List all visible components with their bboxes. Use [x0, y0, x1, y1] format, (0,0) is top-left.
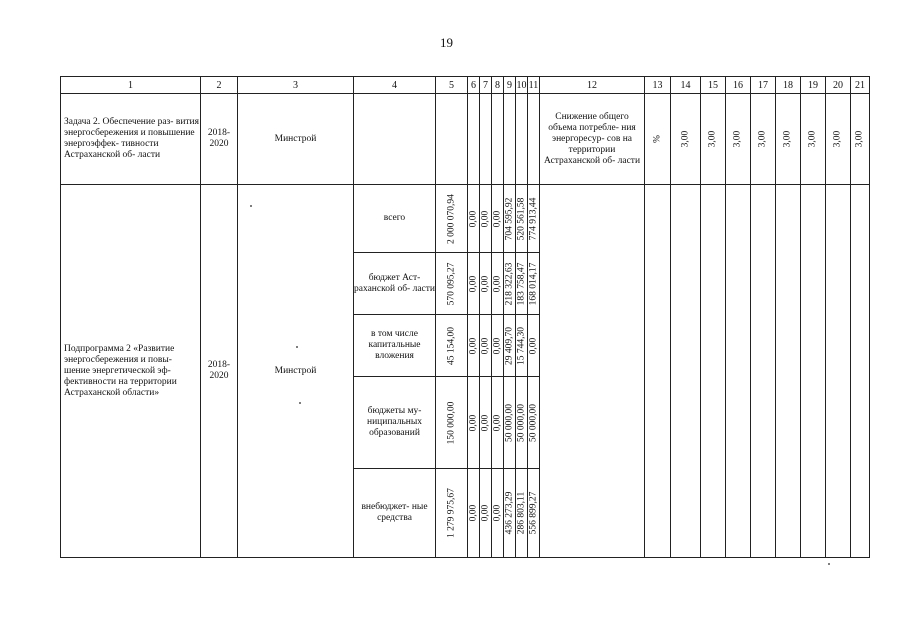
subprogram-executor: Минстрой — [238, 185, 354, 558]
vertical-text-wrapper — [851, 94, 869, 184]
amount-cell — [492, 377, 504, 469]
amount-cell — [468, 253, 480, 315]
amount-value: 29 409,70 — [504, 326, 514, 365]
task-years: 2018- 2020 — [201, 94, 238, 185]
scan-speck — [828, 563, 830, 565]
vertical-text-wrapper — [468, 377, 479, 468]
subprogram-years: 2018- 2020 — [201, 185, 238, 558]
amount-value: 0,00 — [468, 414, 478, 431]
header-cell: 12 — [540, 77, 645, 94]
vertical-text-wrapper — [516, 185, 527, 252]
amount-value: 0,00 — [468, 210, 478, 227]
empty-cell — [492, 94, 504, 185]
task-unit: % — [652, 135, 662, 143]
amount-cell — [480, 315, 492, 377]
vertical-text-wrapper — [504, 469, 515, 557]
amount-value: 436 273,29 — [504, 491, 514, 535]
empty-cell — [516, 94, 528, 185]
header-cell: 7 — [480, 77, 492, 94]
amount-value: 0,00 — [492, 504, 502, 522]
amount-value: 50 000,00 — [528, 403, 538, 442]
vertical-text-wrapper — [480, 315, 491, 376]
header-cell: 5 — [436, 77, 468, 94]
header-cell: 8 — [492, 77, 504, 94]
vertical-text-wrapper — [504, 185, 515, 252]
header-cell: 18 — [776, 77, 801, 94]
header-cell: 11 — [528, 77, 540, 94]
amount-value: 0,00 — [492, 275, 502, 292]
amount-cell — [516, 185, 528, 253]
vertical-text-wrapper — [504, 377, 515, 468]
amount-cell — [516, 469, 528, 558]
vertical-text-wrapper — [516, 377, 527, 468]
amount-cell — [492, 315, 504, 377]
vertical-text-wrapper — [436, 253, 467, 314]
empty-cell — [528, 94, 540, 185]
task-value: 3,00 — [732, 130, 743, 148]
empty-cell — [645, 185, 671, 558]
task-indicator: Снижение общего объема потребле- ния энергоресур- сов на территории Астраханской об- ласти — [540, 94, 645, 185]
vertical-text-wrapper — [726, 94, 750, 184]
task-value: 3,00 — [707, 130, 718, 148]
amount-cell — [516, 377, 528, 469]
amount-value: 50 000,00 — [504, 403, 514, 442]
task-value-cell — [701, 94, 726, 185]
vertical-text-wrapper — [504, 315, 515, 376]
amount-cell — [528, 315, 540, 377]
scan-speck — [299, 402, 301, 404]
amount-value: 45 154,00 — [446, 326, 456, 365]
amount-cell — [504, 185, 516, 253]
amount-value: 570 095,27 — [446, 262, 456, 305]
vertical-text-wrapper — [436, 185, 467, 252]
amount-cell — [516, 315, 528, 377]
header-cell: 21 — [851, 77, 870, 94]
header-cell: 1 — [61, 77, 201, 94]
vertical-text-wrapper — [516, 315, 527, 376]
page-number: 19 — [440, 35, 453, 50]
empty-cell — [801, 185, 826, 558]
header-cell: 14 — [671, 77, 701, 94]
vertical-text-wrapper — [516, 253, 527, 314]
funding-label: в том числе капитальные вложения — [354, 315, 436, 377]
empty-cell — [776, 185, 801, 558]
amount-value: 0,00 — [468, 275, 478, 292]
task-value: 3,00 — [680, 130, 690, 148]
empty-cell — [751, 185, 776, 558]
amount-cell — [504, 377, 516, 469]
vertical-text-wrapper — [528, 469, 539, 557]
empty-cell — [504, 94, 516, 185]
amount-value: 0,00 — [468, 337, 478, 354]
empty-cell — [540, 185, 645, 558]
vertical-text-wrapper — [645, 94, 670, 184]
amount-cell — [468, 377, 480, 469]
empty-cell — [480, 94, 492, 185]
task-value-cell — [671, 94, 701, 185]
vertical-text-wrapper — [480, 377, 491, 468]
header-cell: 6 — [468, 77, 480, 94]
vertical-text-wrapper — [492, 253, 503, 314]
amount-value: 1 279 975,67 — [446, 488, 456, 538]
header-cell: 10 — [516, 77, 528, 94]
task-value: 3,00 — [854, 130, 865, 148]
header-cell: 16 — [726, 77, 751, 94]
amount-value: 0,00 — [492, 210, 502, 227]
amount-value: 520 561,58 — [516, 197, 526, 240]
vertical-text-wrapper — [480, 185, 491, 252]
amount-cell — [504, 469, 516, 558]
scan-speck — [296, 346, 298, 348]
vertical-text-wrapper — [701, 94, 725, 184]
task-row — [61, 94, 870, 185]
amount-value: 168 014,17 — [528, 262, 538, 305]
amount-value: 0,00 — [480, 275, 490, 292]
amount-cell — [436, 253, 468, 315]
amount-cell — [480, 377, 492, 469]
empty-cell — [726, 185, 751, 558]
amount-value: 286 803,11 — [516, 491, 526, 535]
amount-value: 774 913,44 — [528, 197, 538, 240]
amount-cell — [492, 185, 504, 253]
amount-value: 556 899,27 — [528, 491, 538, 535]
empty-cell — [671, 185, 701, 558]
vertical-text-wrapper — [528, 315, 539, 376]
amount-value: 218 322,63 — [504, 262, 514, 305]
header-cell: 15 — [701, 77, 726, 94]
funding-label: бюджет Аст- раханской об- ласти — [354, 253, 436, 315]
vertical-text-wrapper — [468, 253, 479, 314]
amount-value: 0,00 — [480, 210, 490, 227]
vertical-text-wrapper — [671, 94, 700, 184]
header-cell: 9 — [504, 77, 516, 94]
vertical-text-wrapper — [480, 469, 491, 557]
task-value: 3,00 — [807, 130, 818, 148]
amount-cell — [528, 253, 540, 315]
funding-label: внебюджет- ные средства — [354, 469, 436, 558]
amount-value: 0,00 — [480, 337, 490, 354]
amount-value: 0,00 — [492, 414, 502, 431]
task-value-cell — [801, 94, 826, 185]
amount-cell — [468, 315, 480, 377]
amount-cell — [436, 469, 468, 558]
empty-cell — [851, 185, 870, 558]
amount-cell — [516, 253, 528, 315]
amount-cell — [468, 469, 480, 558]
vertical-text-wrapper — [468, 469, 479, 557]
task-name: Задача 2. Обеспечение раз- вития энергосбережения и повышение энергоэффек- тивности Астраханской об- ласти — [61, 94, 201, 185]
vertical-text-wrapper — [516, 469, 527, 557]
amount-value: 704 595,92 — [504, 197, 514, 240]
funding-label: всего — [354, 185, 436, 253]
amount-cell — [528, 469, 540, 558]
vertical-text-wrapper — [480, 253, 491, 314]
vertical-text-wrapper — [528, 253, 539, 314]
amount-value: 0,00 — [528, 337, 538, 354]
vertical-text-wrapper — [492, 377, 503, 468]
amount-value: 15 744,30 — [516, 326, 526, 365]
amount-cell — [436, 377, 468, 469]
subprogram-row — [61, 185, 870, 253]
empty-cell — [354, 94, 436, 185]
task-unit-cell — [645, 94, 671, 185]
vertical-text-wrapper — [826, 94, 850, 184]
amount-cell — [480, 469, 492, 558]
header-row — [61, 77, 870, 94]
header-cell: 19 — [801, 77, 826, 94]
amount-value: 0,00 — [480, 414, 490, 431]
amount-cell — [492, 253, 504, 315]
funding-label: бюджеты му- ниципальных образований — [354, 377, 436, 469]
amount-value: 0,00 — [480, 504, 490, 522]
vertical-text-wrapper — [492, 185, 503, 252]
task-value-cell — [751, 94, 776, 185]
empty-cell — [826, 185, 851, 558]
empty-cell — [701, 185, 726, 558]
vertical-text-wrapper — [528, 377, 539, 468]
empty-cell — [436, 94, 468, 185]
amount-value: 150 000,00 — [446, 401, 456, 444]
header-cell: 17 — [751, 77, 776, 94]
scan-speck — [250, 205, 252, 207]
task-value-cell — [726, 94, 751, 185]
vertical-text-wrapper — [436, 377, 467, 468]
header-cell: 2 — [201, 77, 238, 94]
amount-cell — [528, 377, 540, 469]
amount-cell — [480, 253, 492, 315]
vertical-text-wrapper — [468, 185, 479, 252]
task-executor: Минстрой — [238, 94, 354, 185]
empty-cell — [468, 94, 480, 185]
amount-cell — [468, 185, 480, 253]
vertical-text-wrapper — [801, 94, 825, 184]
vertical-text-wrapper — [751, 94, 775, 184]
amount-value: 0,00 — [492, 337, 502, 354]
header-cell: 3 — [238, 77, 354, 94]
vertical-text-wrapper — [492, 469, 503, 557]
task-value: 3,00 — [757, 130, 768, 148]
amount-cell — [436, 185, 468, 253]
vertical-text-wrapper — [436, 315, 467, 376]
subprogram-name: Подпрограмма 2 «Развитие энергосбережения и повы- шение энергетической эф- фективности на территории Астраханской области» — [61, 185, 201, 558]
vertical-text-wrapper — [528, 185, 539, 252]
amount-cell — [504, 315, 516, 377]
vertical-text-wrapper — [436, 469, 467, 557]
amount-value: 2 000 070,94 — [446, 193, 456, 244]
header-cell: 4 — [354, 77, 436, 94]
amount-cell — [504, 253, 516, 315]
task-value-cell — [851, 94, 870, 185]
header-cell: 20 — [826, 77, 851, 94]
amount-cell — [436, 315, 468, 377]
amount-value: 183 758,47 — [516, 262, 526, 305]
vertical-text-wrapper — [504, 253, 515, 314]
amount-value: 0,00 — [468, 504, 478, 522]
task-value-cell — [826, 94, 851, 185]
vertical-text-wrapper — [468, 315, 479, 376]
amount-cell — [492, 469, 504, 558]
task-value: 3,00 — [832, 130, 843, 148]
program-table — [60, 76, 870, 558]
vertical-text-wrapper — [776, 94, 800, 184]
amount-cell — [528, 185, 540, 253]
vertical-text-wrapper — [492, 315, 503, 376]
task-value-cell — [776, 94, 801, 185]
amount-value: 50 000,00 — [516, 403, 526, 442]
header-cell: 13 — [645, 77, 671, 94]
task-value: 3,00 — [782, 130, 793, 148]
amount-cell — [480, 185, 492, 253]
